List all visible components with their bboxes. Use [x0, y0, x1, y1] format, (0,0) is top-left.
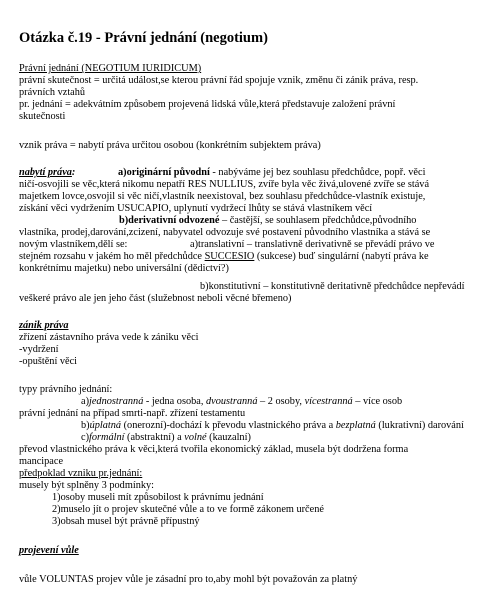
- text-line: zřízení zástavního práva vede k zániku věci: [19, 332, 199, 343]
- text-span: - jedna osoba,: [143, 396, 206, 407]
- term-uplatna: úplatná: [89, 420, 122, 431]
- derivativni-label: b)derivativní odvozené: [119, 215, 220, 226]
- text-line: -vydržení: [19, 344, 59, 355]
- text-line: skutečnosti: [19, 111, 66, 122]
- text-line: pr. jednání = adekvátním způsobem projevená lidská vůle,která představuje založení právní: [19, 99, 396, 110]
- text-line: vůle VOLUNTAS projev vůle je zásadní pro to,aby mohl být považován za platný: [19, 574, 358, 585]
- text-span: (sukcese) buď singulární (nabytí práva ke: [254, 251, 429, 262]
- text-span: c): [81, 432, 89, 443]
- section-heading-zanik: zánik práva: [19, 320, 69, 331]
- originarni-label: a)originární původní: [118, 167, 210, 178]
- typy-c-line: [81, 432, 251, 444]
- term-bezplatna: bezplatná: [335, 420, 376, 431]
- text-line: právní skutečnost = určitá událost,se kterou právní řád spojuje vznik, změnu či zánik práva, resp.: [19, 75, 419, 86]
- text-line: novým vlastníkem,dělí se:: [19, 239, 128, 250]
- text-line: majetkem lovce,osvojil si věc ničí,vlastník neexistoval, bez souhlasu předchůdce-vlastník existuje,: [19, 191, 426, 202]
- konstitutivni-text: b)konstitutivní – konstitutivně deritativně předchůdce nepřevádí: [200, 281, 465, 292]
- section-heading-predpoklad: předpoklad vzniku pr.jednání:: [19, 468, 143, 479]
- text-line: získání věci vydržením USUCAPIO, uplynutí vydržecí lhůty se stává vlastníkem věcí: [19, 203, 373, 214]
- text-span: (abstraktní) a: [124, 432, 185, 443]
- term-formalni: formální: [89, 432, 125, 443]
- text-span: (onerozní)-dochází k převodu vlastnického práva a: [121, 420, 336, 431]
- text-line: převod vlastnického práva k věci,která tvořila ekonomický základ, musela být dodržena forma: [19, 444, 409, 455]
- nabyti-first-line: [19, 167, 75, 179]
- list-item: 1)osoby museli mít způsobilost k právnímu jednání: [52, 492, 264, 503]
- text-line-vznik: vznik práva = nabytí práva určitou osobou (konkrétním subjektem práva): [19, 140, 321, 151]
- text-line: konkrétnímu majetku) nebo universální (dědictví?): [19, 263, 229, 274]
- succesio-term: SUCCESIO: [204, 251, 255, 262]
- text-line: právní jednání na případ smrti-např. zřízení testamentu: [19, 408, 246, 419]
- section-heading-nabyti: nabytí práva: [19, 167, 72, 178]
- derivativni-text: – častější, se souhlasem předchůdce,původního: [219, 215, 417, 226]
- derivativni-line: [119, 215, 416, 227]
- text-span: – 2 osoby,: [257, 396, 305, 407]
- page-title: Otázka č.19 - Právní jednání (negotium): [19, 30, 268, 46]
- list-item: 2)muselo jít o projev skutečné vůle a to ve formě zákonem určené: [52, 504, 324, 515]
- list-item: 3)obsah musel být právně přípustný: [52, 516, 200, 527]
- typy-a-line: [81, 396, 402, 408]
- originarni-text: - nabýváme jej bez souhlasu předchůdce, popř. věci: [209, 167, 426, 178]
- term-jednostranna: jednostranná: [89, 396, 144, 407]
- text-line: veškeré právo ale jen jeho část (služebnost neboli věcné břemeno): [19, 293, 292, 304]
- text-line: mancipace: [19, 456, 64, 467]
- section-heading-pravni-jednani: Právní jednání (NEGOTIUM IURIDICUM): [19, 63, 202, 74]
- text-span: a): [81, 396, 89, 407]
- succesio-line: [19, 251, 429, 263]
- text-span: (lukrativní) darování: [375, 420, 464, 431]
- term-volne: volné: [184, 432, 207, 443]
- text-line: ničí-osvojili se věc,která nikomu nepatří RES NULLIUS, zvíře byla věc živá,ulovené zvíře se stává: [19, 179, 430, 190]
- text-span: stejném rozsahu v jakém ho měl předchůdce: [19, 251, 205, 262]
- term-vicestranna: vícestranná: [304, 396, 353, 407]
- text-span: (kauzalní): [206, 432, 251, 443]
- section-heading-typy: typy právního jednání:: [19, 384, 113, 395]
- translativni-text: a)translativní – translativně derivativně se převádí právo ve: [190, 239, 435, 250]
- originarni-line: [118, 167, 425, 179]
- text-span: b): [81, 420, 90, 431]
- term-dvoustranna: dvoustranná: [205, 396, 258, 407]
- text-span: – více osob: [352, 396, 403, 407]
- typy-b-line: [81, 420, 464, 432]
- text-line: vlastníka, prodej,darování,zcizení, nabyvatel odvozuje své postavení původního vlastníka a stává se: [19, 227, 431, 238]
- text-line: právních vztahů: [19, 87, 86, 98]
- heading-colon: :: [71, 167, 76, 178]
- text-line: musely být splněny 3 podmínky:: [19, 480, 155, 491]
- text-line: -opuštění věci: [19, 356, 78, 367]
- section-heading-projev: projevení vůle: [19, 545, 79, 556]
